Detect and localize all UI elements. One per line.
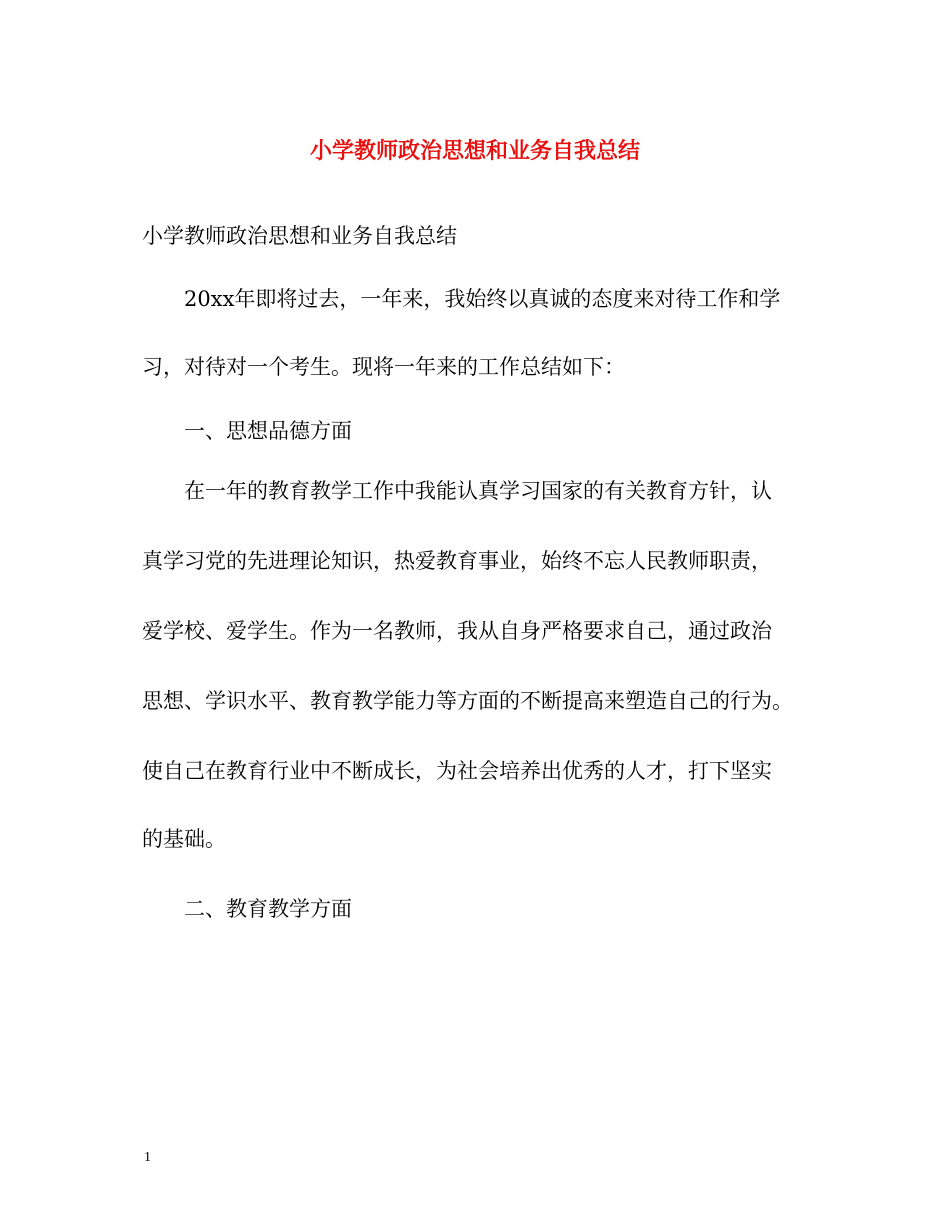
paragraph-line: 爱学校、爱学生。作为一名教师，我从自身严格要求自己，通过政治 [142,619,772,643]
paragraph-line: 习，对待对一个考生。现将一年来的工作总结如下： [142,355,625,379]
paragraph-line: 使自己在教育行业中不断成长，为社会培养出优秀的人才，打下坚实 [142,759,772,783]
paragraph-line: 的基础。 [142,827,226,851]
document-title: 小学教师政治思想和业务自我总结 [309,138,640,164]
paragraph-line: 20xx年即将过去，一年来，我始终以真诚的态度来对待工作和学 [184,287,781,311]
paragraph-line: 真学习党的先进理论知识，热爱教育事业，始终不忘人民教师职责， [142,549,772,573]
paragraph-line: 思想、学识水平、教育教学能力等方面的不断提高来塑造自己的行为。 [142,689,793,713]
subtitle-line: 小学教师政治思想和业务自我总结 [142,224,457,248]
section-heading: 一、思想品德方面 [184,419,352,443]
section-heading: 二、教育教学方面 [184,897,352,921]
page-number: 1 [144,1150,151,1165]
paragraph-line: 在一年的教育教学工作中我能认真学习国家的有关教育方针，认 [184,479,772,503]
